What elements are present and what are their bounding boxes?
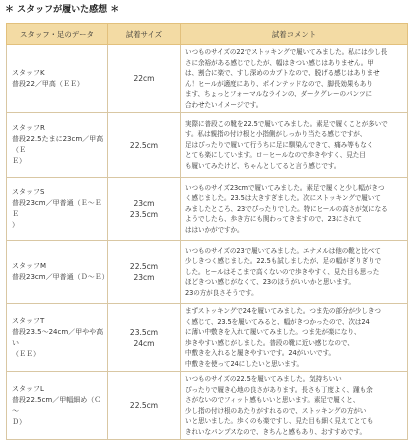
comment-line: 中敷きを使って24にしたいと思います。 (185, 359, 304, 368)
trial-size: 22.5cm (129, 401, 159, 410)
header-staff: スタッフ・足のデータ (7, 24, 108, 45)
size-cell (108, 45, 181, 113)
foot-data: Ｄ） (12, 417, 26, 426)
table-row (7, 178, 408, 241)
size-cell (108, 372, 181, 440)
comment-line: 実際に普段この靴を22.5で履いてみました。素足で履くことが多いで (185, 119, 388, 128)
comment-line: 中敷きを入れると履きやすいです。24がいいです。 (185, 349, 335, 357)
foot-data: 普段23.5～24cm／甲やや高い (12, 327, 104, 347)
foot-data: Ｅ） (12, 157, 26, 165)
header-size: 試着サイズ (108, 24, 181, 45)
staff-name: スタッフS (12, 188, 45, 196)
comment-cell (181, 241, 408, 304)
comment-line: く感じました。23.5は大きすぎました。次にストッキングで履いて (185, 194, 381, 203)
foot-data: ） (12, 221, 19, 229)
comment-line: まずストッキングで24を履いてみました。つま先の部分が少しきつ (185, 307, 381, 315)
page-title: ＊ スタッフが履いた感想 ＊ (5, 5, 120, 15)
comment-line: いつものサイズ23cmで履いてみました。素足で履くと少し幅がきつ (185, 183, 385, 192)
trial-size: 23cm (133, 273, 155, 282)
comment-line: ん！ヒールが適度にあり、ポインテッドなので、脚長効果もあり (185, 79, 373, 88)
foot-data: 普段22.5たまに23cm／甲高（Ｅ (12, 135, 104, 154)
comment-line: ぴったりで履き心地の良さがあります。長さも丁度よく、踵も余 (185, 385, 373, 394)
trial-size: 22.5cm (129, 140, 159, 150)
comment-line: ははいかがですか。 (185, 225, 244, 234)
comment-line: した。ヒールはそこまで高くないので歩きやすく、見た目も思った (185, 267, 380, 276)
trial-size: 23.5cm (129, 327, 159, 337)
foot-data: 普段23cm／甲普通（Ｄ～Ｅ） (12, 273, 109, 281)
size-cell (108, 304, 181, 372)
staff-cell (7, 178, 108, 241)
comment-line: みましたところ、23でぴったりでした。特にヒールの高さが気になる (185, 204, 388, 213)
trial-size: 23cm (133, 199, 155, 208)
comment-cell (181, 304, 408, 372)
table-row (7, 45, 408, 113)
comment-line: いつものサイズの23で履いてみました。エナメルは他の靴と比べて (185, 246, 381, 255)
staff-name: スタッフL (12, 384, 44, 393)
trial-size: 22cm (133, 74, 155, 83)
comment-line: ます、ちょっとフォーマルなラインの、ダークグレーのパンツに (185, 90, 372, 98)
foot-data: 普段22／甲高（ＥＥ） (12, 79, 84, 88)
comment-line: に薄い中敷きを入れて履いてみました。つま先が楽になり、 (185, 328, 361, 336)
table-row (7, 113, 408, 178)
staff-cell (7, 241, 108, 304)
comment-line: 歩きやすい感じがしました。普段の靴に近い感じなので、 (185, 338, 354, 347)
header-comment: 試着コメント (181, 24, 408, 45)
staff-name: スタッフR (12, 124, 45, 132)
size-cell (108, 113, 181, 178)
comment-line: く感じて、23.5を履いてみると、幅がきつかったので、次は24 (185, 317, 370, 326)
staff-cell (7, 45, 108, 113)
foot-data: 普段23cm／甲普通（Ｅ～ＥＥ (12, 199, 102, 218)
comment-line: いつものサイズの22.5を履いてみました。気持ちいい (185, 375, 342, 383)
staff-cell (7, 372, 108, 440)
comment-line: さがないのでフィット感もいいと思います。素足で履くと、 (185, 396, 360, 404)
trial-size: 24cm (133, 338, 155, 348)
comment-cell (181, 113, 408, 178)
comment-line: 少しきつく感じました。22.5も試しましたが、足の幅がぎりぎりで (185, 257, 382, 266)
comment-line: ほどきつい感じがなくて、23のほうがいいかと思います。 (185, 278, 355, 287)
comment-line: さに余裕がある感じでしたが、幅はきつい感じはありません。甲 (185, 58, 374, 67)
table-body (7, 45, 408, 440)
trial-size: 23.5cm (129, 210, 159, 219)
comment-line: ようでしたら、歩き方にも関わってきますので、23にされて (185, 215, 362, 224)
staff-cell (7, 113, 108, 178)
comment-line: 足はぴったりで履いて行うちに足に馴染んできて、痛み等もなく (185, 140, 374, 149)
staff-cell (7, 304, 108, 372)
comment-line: 合わせたいイメージです。 (185, 100, 263, 109)
comment-line: は、割合に楽で、すし深めのカプトなので、脱げる感じはありませ (185, 69, 380, 77)
trial-size: 22.5cm (129, 262, 159, 271)
size-cell (108, 178, 181, 241)
comment-line: も履いてみたけど、ちゃんとしてると言う感じです。 (185, 161, 341, 170)
comment-line: きれいなパンプスなので、きちんと感もあり、おすすめです。 (185, 427, 366, 436)
staff-name: スタッフK (12, 68, 45, 77)
staff-name: スタッフM (12, 262, 47, 270)
review-table (6, 23, 408, 440)
size-cell (108, 241, 181, 304)
comment-line: とても楽にしています。ロ－ヒールなので歩きやすく、見た目 (185, 151, 366, 160)
comment-line: いと思いました。歩くのも楽ですし、見た目も細く見えてとても (185, 417, 374, 425)
table-row (7, 372, 408, 440)
comment-line: す。私は親指の付け根と小指側がしっかり当たる感じですが、 (185, 130, 367, 139)
comment-line: 23の方が良さそうです。 (185, 288, 258, 297)
comment-cell (181, 178, 408, 241)
comment-line: 少し指の付け根のあたりがすれるので、ストッキングの方がい (185, 406, 367, 415)
foot-data: 普段22.5cm／甲幅細め（Ｃ～ (12, 395, 102, 415)
comment-cell (181, 45, 408, 113)
table-header-row (7, 24, 408, 45)
staff-name: スタッフT (12, 316, 45, 325)
foot-data: （ＥＥ） (12, 349, 40, 358)
comment-cell (181, 372, 408, 440)
table-row (7, 241, 408, 304)
comment-line: いつものサイズの22でストッキングで履いてみました。私には少し長 (185, 48, 388, 56)
table-row (7, 304, 408, 372)
